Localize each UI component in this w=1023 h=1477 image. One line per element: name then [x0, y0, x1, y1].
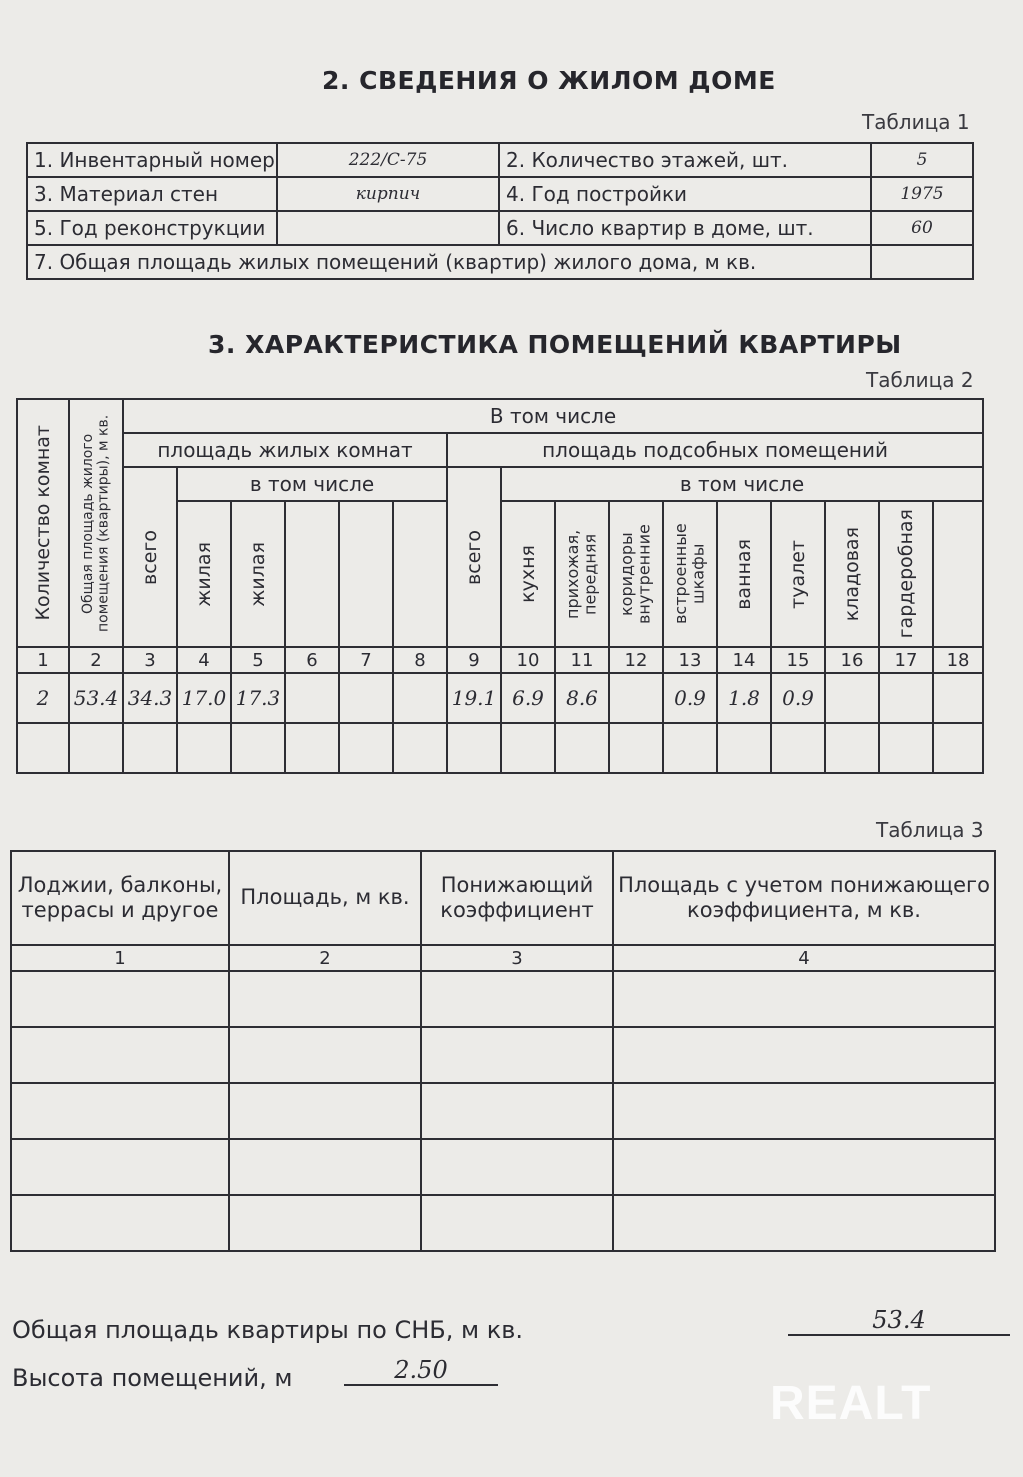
- table3-caption: Таблица 3: [876, 818, 984, 842]
- table-cell: [933, 673, 983, 723]
- table-header-cell: Площадь с учетом понижающего коэффициента, м кв.: [613, 851, 995, 945]
- header-rooms-count: Количество комнат: [17, 399, 69, 647]
- table-cell: [879, 723, 933, 773]
- header-aux-area: площадь подсобных помещений: [447, 433, 983, 467]
- table-cell: 0.9: [663, 673, 717, 723]
- table-cell: 3: [123, 647, 177, 673]
- table1: [26, 142, 974, 280]
- column-number: 2: [229, 945, 421, 971]
- table-cell: 9: [447, 647, 501, 673]
- header-aux-col: ванная: [717, 501, 771, 647]
- header-living-area: площадь жилых комнат: [123, 433, 447, 467]
- table-cell: [717, 723, 771, 773]
- table-cell: [393, 723, 447, 773]
- section2-title: 2. СВЕДЕНИЯ О ЖИЛОМ ДОМЕ: [322, 66, 776, 95]
- table-cell: 6.9: [501, 673, 555, 723]
- table-cell: [609, 673, 663, 723]
- table-cell: [277, 211, 499, 245]
- table-cell: 1975: [871, 177, 973, 211]
- header-living-total: всего: [123, 467, 177, 647]
- header-living-col: жилая: [231, 501, 285, 647]
- table-cell: 53.4: [69, 673, 123, 723]
- table-cell: кирпич: [277, 177, 499, 211]
- table-cell: 0.9: [771, 673, 825, 723]
- table-cell: 19.1: [447, 673, 501, 723]
- table-cell: [501, 723, 555, 773]
- table-cell: [17, 723, 69, 773]
- height-label: Высота помещений, м: [12, 1364, 293, 1392]
- table-row: [11, 1195, 995, 1251]
- table3: [10, 850, 996, 1252]
- table-cell: 15: [771, 647, 825, 673]
- table-cell: 34.3: [123, 673, 177, 723]
- table-cell: 2: [69, 647, 123, 673]
- column-numbers-row: [11, 945, 995, 971]
- table-cell: 1: [17, 647, 69, 673]
- table-cell: 2: [17, 673, 69, 723]
- table-cell: 6: [285, 647, 339, 673]
- header-aux-including: в том числе: [501, 467, 983, 501]
- header-living-col: [285, 501, 339, 647]
- header-aux-col: коридоры внутренние: [609, 501, 663, 647]
- column-numbers-row: [17, 647, 983, 673]
- table-cell: [663, 723, 717, 773]
- table-cell: 17.0: [177, 673, 231, 723]
- table-cell: 1. Инвентарный номер: [27, 143, 277, 177]
- header-aux-col: туалет: [771, 501, 825, 647]
- table-cell: 14: [717, 647, 771, 673]
- table-header-cell: Понижающий коэффициент: [421, 851, 613, 945]
- header-aux-col: кухня: [501, 501, 555, 647]
- header-aux-col: [933, 501, 983, 647]
- section3-title: 3. ХАРАКТЕРИСТИКА ПОМЕЩЕНИЙ КВАРТИРЫ: [208, 330, 902, 359]
- table-cell: 7: [339, 647, 393, 673]
- table-row: [11, 1027, 995, 1083]
- table-cell: [871, 245, 973, 279]
- header-living-col: жилая: [177, 501, 231, 647]
- table-header-row: [11, 851, 995, 945]
- table1-caption: Таблица 1: [862, 110, 970, 134]
- table-cell: 11: [555, 647, 609, 673]
- table-cell: [231, 723, 285, 773]
- height-value: 2.50: [344, 1356, 498, 1386]
- column-number: 3: [421, 945, 613, 971]
- table-cell: [555, 723, 609, 773]
- table-row: [27, 177, 973, 211]
- header-aux-col: гардеробная: [879, 501, 933, 647]
- table-cell: [771, 723, 825, 773]
- table-row: [11, 1083, 995, 1139]
- table2-caption: Таблица 2: [866, 368, 974, 392]
- table-cell: [285, 723, 339, 773]
- header-total-area: Общая площадь жилого помещения (квартиры), м кв.: [69, 399, 123, 647]
- table-row: [17, 673, 983, 723]
- table-cell: [825, 673, 879, 723]
- table-cell: [285, 673, 339, 723]
- table-cell: 13: [663, 647, 717, 673]
- header-aux-col: встроенные шкафы: [663, 501, 717, 647]
- table-cell: 12: [609, 647, 663, 673]
- table-cell: 8.6: [555, 673, 609, 723]
- table-row: [27, 211, 973, 245]
- table-cell: 5. Год реконструкции: [27, 211, 277, 245]
- table-row: [11, 1139, 995, 1195]
- table-cell: 18: [933, 647, 983, 673]
- table-row: [27, 143, 973, 177]
- table-header-cell: Лоджии, балконы, террасы и другое: [11, 851, 229, 945]
- table-row: [27, 245, 973, 279]
- header-living-including: в том числе: [177, 467, 447, 501]
- table-cell: 60: [871, 211, 973, 245]
- table-cell: [609, 723, 663, 773]
- table-cell: 5: [871, 143, 973, 177]
- column-number: 4: [613, 945, 995, 971]
- header-aux-col: прихожая, передняя: [555, 501, 609, 647]
- column-number: 1: [11, 945, 229, 971]
- table-cell: [879, 673, 933, 723]
- header-aux-total: всего: [447, 467, 501, 647]
- table-cell: [177, 723, 231, 773]
- header-living-col: [393, 501, 447, 647]
- total-area-value: 53.4: [788, 1306, 1010, 1336]
- header-including: В том числе: [123, 399, 983, 433]
- table-cell: 10: [501, 647, 555, 673]
- table-cell: [69, 723, 123, 773]
- table-cell: 6. Число квартир в доме, шт.: [499, 211, 871, 245]
- table-cell: 1.8: [717, 673, 771, 723]
- total-area-label: Общая площадь квартиры по СНБ, м кв.: [12, 1316, 523, 1344]
- table-cell: 16: [825, 647, 879, 673]
- table-cell: [933, 723, 983, 773]
- table-cell: [447, 723, 501, 773]
- table-cell: 4: [177, 647, 231, 673]
- table-cell: 2. Количество этажей, шт.: [499, 143, 871, 177]
- table-cell: [339, 723, 393, 773]
- table-cell: [123, 723, 177, 773]
- table-cell: [825, 723, 879, 773]
- table-row: [11, 971, 995, 1027]
- table-cell: 222/С-75: [277, 143, 499, 177]
- table-cell: [393, 673, 447, 723]
- table2: [16, 398, 984, 774]
- table-cell: 4. Год постройки: [499, 177, 871, 211]
- table-row: [17, 723, 983, 773]
- realt-logo: REALT: [770, 1377, 932, 1430]
- header-living-col: [339, 501, 393, 647]
- header-aux-col: кладовая: [825, 501, 879, 647]
- table-cell: 17: [879, 647, 933, 673]
- table-cell: 7. Общая площадь жилых помещений (квартир) жилого дома, м кв.: [27, 245, 871, 279]
- table-cell: 3. Материал стен: [27, 177, 277, 211]
- table-cell: 8: [393, 647, 447, 673]
- table-header-cell: Площадь, м кв.: [229, 851, 421, 945]
- table-cell: 17.3: [231, 673, 285, 723]
- table-cell: 5: [231, 647, 285, 673]
- table-cell: [339, 673, 393, 723]
